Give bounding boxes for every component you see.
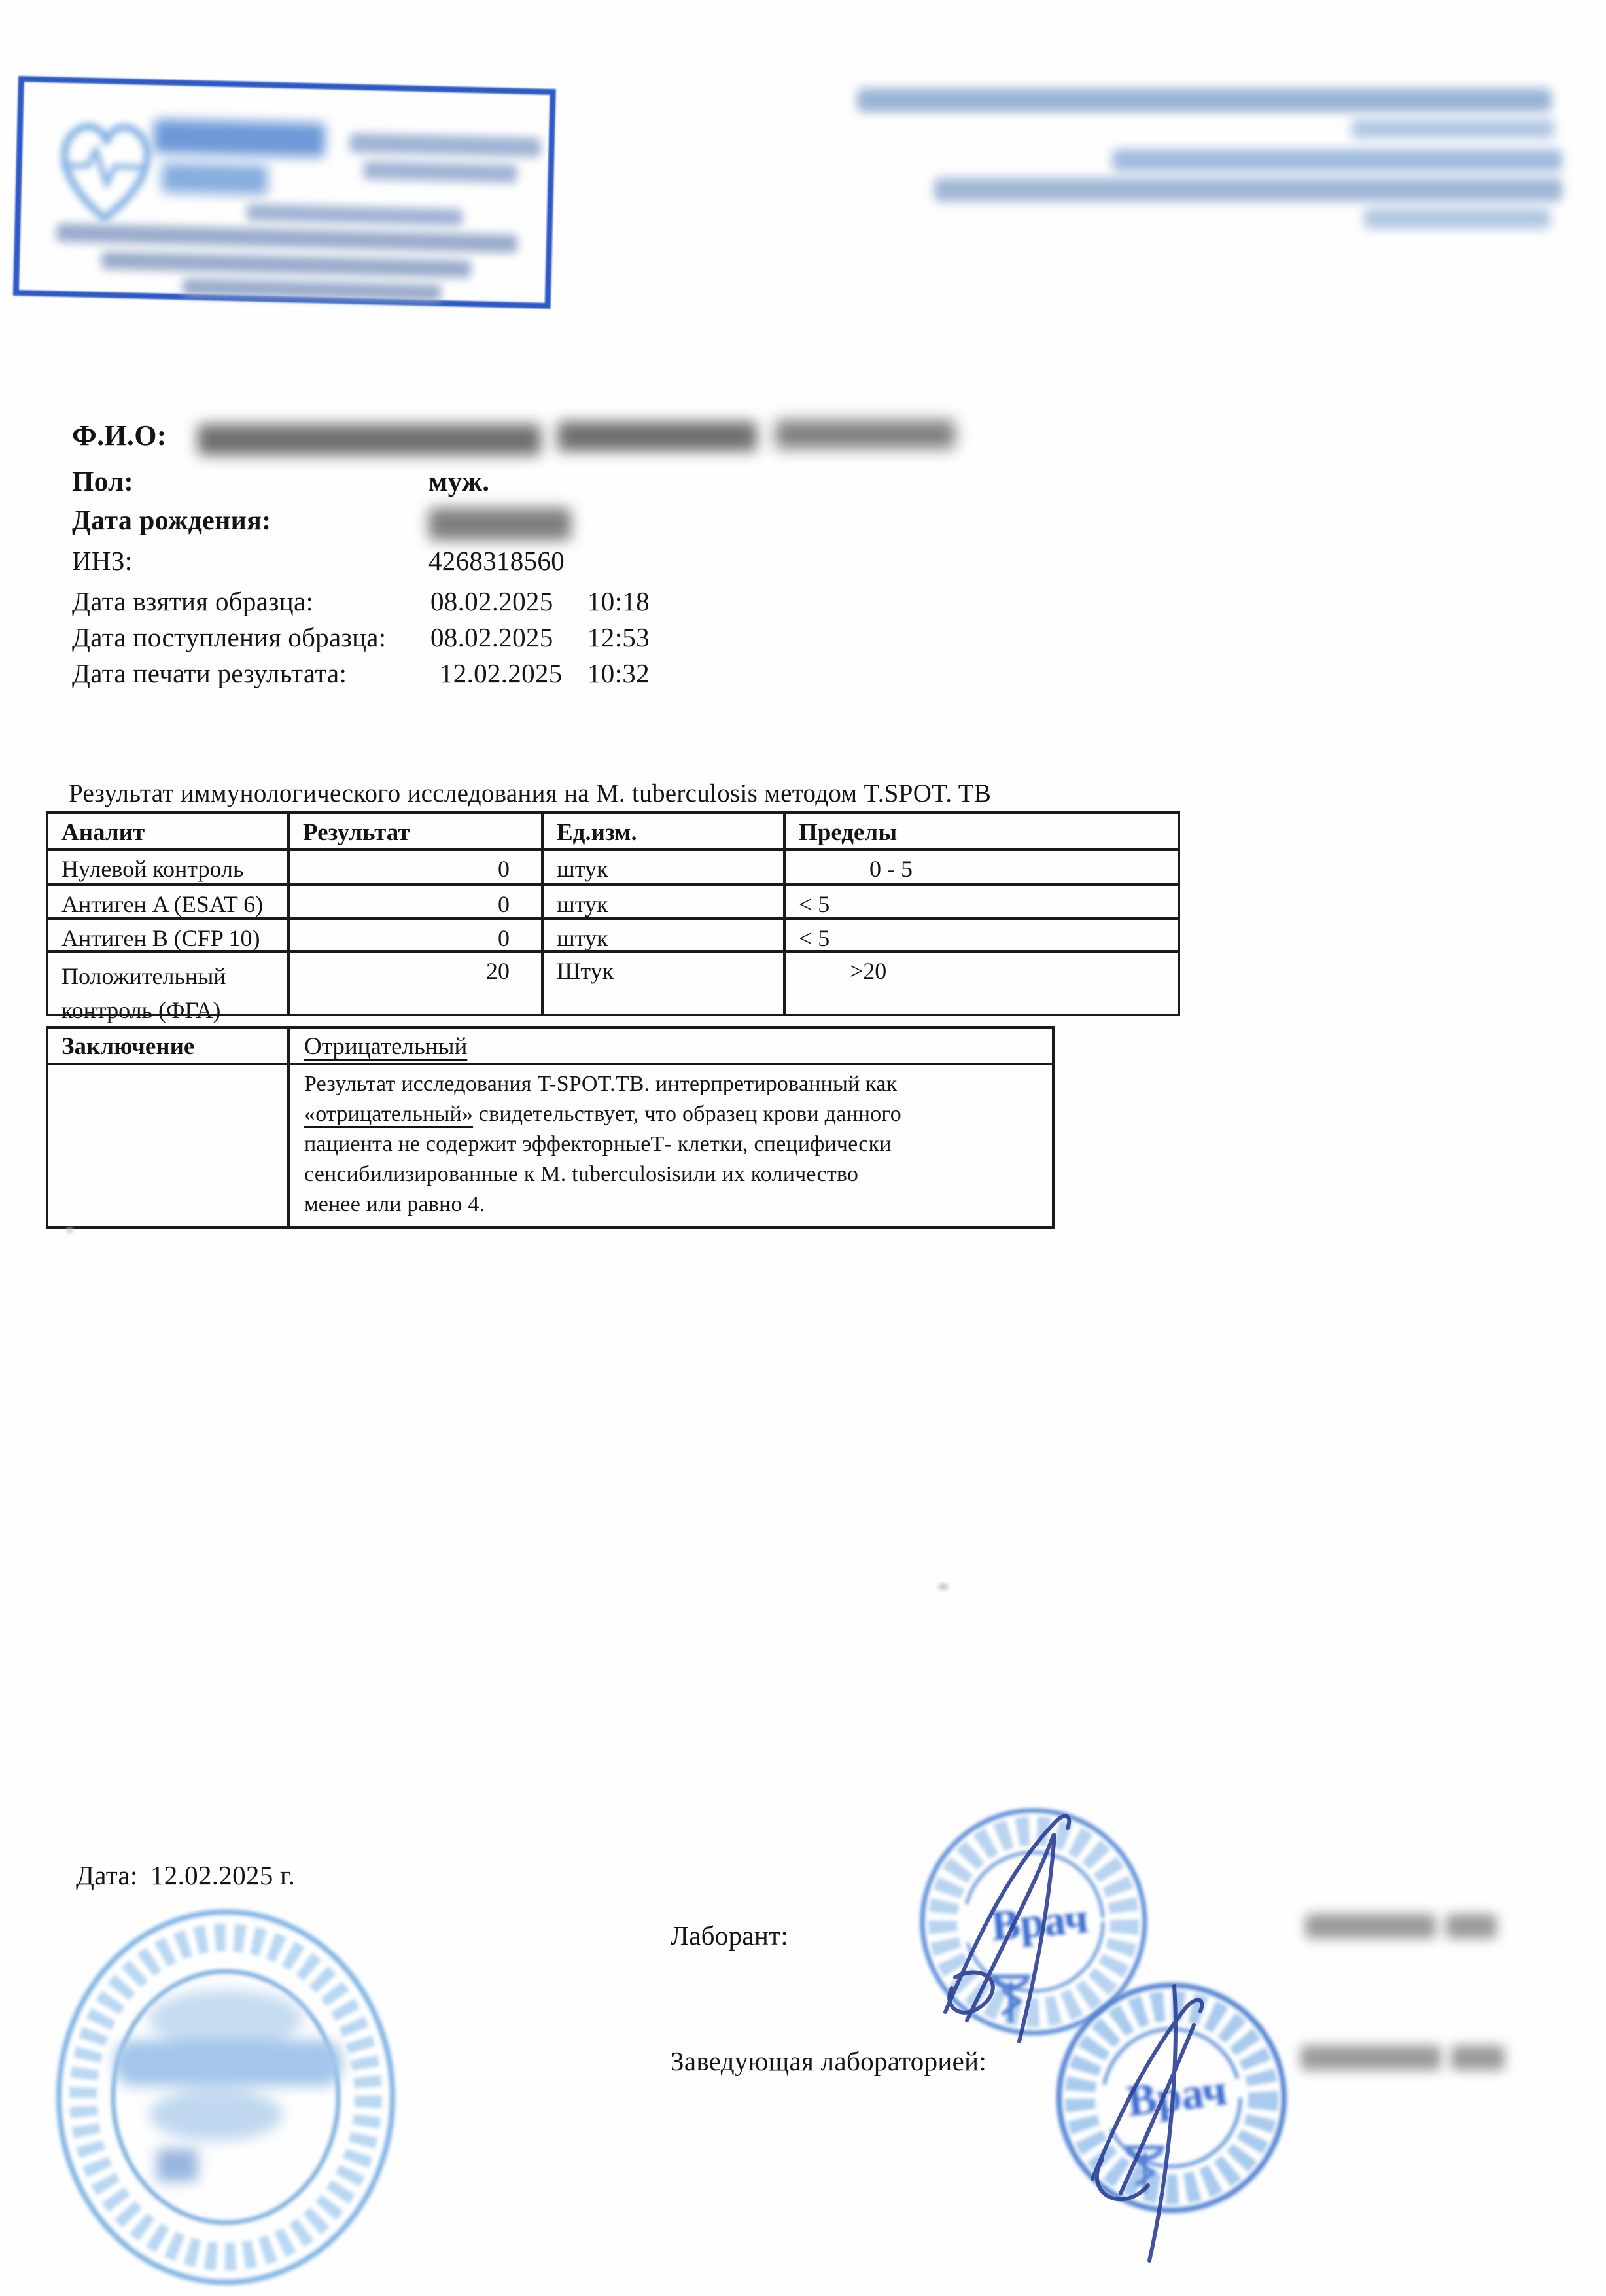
laborant-name-redacted-2 — [1446, 1914, 1497, 1939]
conclusion-table — [46, 1026, 1055, 1229]
signature-2 — [1037, 1963, 1312, 2277]
table-row — [48, 917, 1178, 950]
sample-taken-date: 08.02.2025 — [430, 586, 553, 616]
patient-name-redacted-2 — [557, 421, 757, 451]
table-row — [48, 883, 1178, 917]
results-table-header-row — [48, 814, 1178, 848]
cell-limits: < 5 — [783, 920, 1178, 950]
col-header-limits: Пределы — [783, 814, 1178, 848]
results-table — [46, 811, 1180, 1023]
sample-received-label: Дата поступления образца: — [72, 622, 387, 652]
clinic-orgtype-redacted-2 — [363, 161, 517, 183]
cell-analyte: Положительный контроль (ФГА) — [61, 963, 226, 1023]
sample-taken-label: Дата взятия образца: — [72, 586, 314, 616]
col-header-analyte: Аналит — [61, 819, 145, 846]
cell-limits: >20 — [783, 953, 1178, 1014]
results-title: Результат иммунологического исследования на M. tuberculosis методом T.SPOT. TB — [69, 779, 992, 807]
contact-line-redacted — [1364, 208, 1550, 229]
clinic-address-redacted-2 — [101, 251, 471, 278]
contact-line-redacted — [857, 88, 1552, 112]
conclusion-header-row — [48, 1029, 1052, 1065]
patient-name-redacted-3 — [775, 420, 955, 449]
sample-received-date: 08.02.2025 — [430, 622, 553, 652]
conclusion-text — [304, 1069, 906, 1220]
scan-speck — [67, 1227, 73, 1233]
head-name-redacted-2 — [1451, 2045, 1505, 2070]
clinic-logo-heart-icon — [45, 102, 166, 242]
conclusion-result: Отрицательный — [304, 1033, 468, 1060]
cell-unit: штук — [541, 851, 783, 883]
table-row — [48, 950, 1178, 1023]
cell-result: 0 — [287, 920, 541, 950]
col-header-result: Результат — [287, 814, 541, 848]
patient-birthdate-label: Дата рождения: — [72, 506, 271, 536]
conclusion-body-row — [48, 1065, 1052, 1226]
cell-unit: штук — [541, 920, 783, 950]
cell-unit: Штук — [541, 953, 783, 1014]
head-of-lab-label: Заведующая лабораторией: — [671, 2046, 987, 2076]
patient-sex-label: Пол: — [72, 467, 134, 497]
cell-result: 0 — [287, 851, 541, 883]
head-name-redacted — [1301, 2045, 1441, 2070]
doctor-stamp-text: Врач — [989, 1894, 1091, 1951]
patient-name-redacted — [198, 424, 541, 455]
table-row — [48, 848, 1178, 883]
laborant-name-redacted — [1305, 1914, 1436, 1939]
contact-line-redacted — [934, 178, 1562, 202]
conclusion-text-pre: Результат исследования T-SPOT.TB. интерпретированный как — [304, 1072, 898, 1096]
conclusion-text-marked: «отрицательный» — [304, 1102, 474, 1126]
conclusion-label: Заключение — [61, 1033, 195, 1060]
conclusion-text-post: свидетельствует, что образец крови данного пациента не содержит эффекторныеТ- клетки, специфически сенсибилизированные к M. tuberculosisили их количество менее или равно 4. — [304, 1102, 901, 1216]
laborant-label: Лаборант: — [671, 1920, 789, 1951]
col-header-unit: Ед.изм. — [541, 814, 783, 848]
doctor-stamp-text: Врач — [1124, 2064, 1230, 2127]
footer-date-label: Дата: — [76, 1860, 138, 1890]
clinic-phone-redacted — [183, 278, 442, 302]
patient-inz-value: 4268318560 — [428, 546, 565, 576]
scan-speck — [938, 1583, 949, 1590]
clinic-name-redacted-2 — [162, 162, 268, 195]
cell-result: 20 — [287, 953, 541, 1014]
clinic-stamp — [13, 76, 556, 309]
patient-name-label: Ф.И.О: — [72, 419, 167, 451]
result-printed-date: 12.02.2025 — [440, 658, 563, 688]
cell-analyte: Антиген B (CFP 10) — [61, 925, 260, 951]
cell-limits: 0 - 5 — [783, 851, 1178, 883]
patient-sex-value: муж. — [428, 467, 490, 497]
footer-date-value: 12.02.2025 г. — [150, 1860, 296, 1890]
sample-taken-time: 10:18 — [587, 586, 650, 616]
round-clinic-seal — [52, 1905, 419, 2293]
clinic-address-redacted — [56, 223, 517, 253]
clinic-orgtype-redacted — [349, 133, 541, 157]
result-printed-label: Дата печати результата: — [72, 658, 347, 688]
cell-unit: штук — [541, 886, 783, 917]
result-printed-time: 10:32 — [587, 658, 650, 688]
clinic-line-redacted — [247, 204, 463, 226]
cell-limits: < 5 — [783, 886, 1178, 917]
patient-inz-label: ИНЗ: — [72, 546, 133, 576]
cell-analyte: Антиген A (ESAT 6) — [61, 891, 264, 917]
sample-received-time: 12:53 — [587, 622, 650, 652]
contact-line-redacted — [1112, 149, 1562, 171]
clinic-name-redacted — [153, 119, 325, 157]
cell-result: 0 — [287, 886, 541, 917]
patient-birthdate-redacted — [428, 508, 571, 540]
cell-analyte: Нулевой контроль — [61, 856, 244, 882]
conclusion-empty-cell — [48, 1065, 287, 1226]
contact-line-redacted — [1352, 119, 1554, 139]
